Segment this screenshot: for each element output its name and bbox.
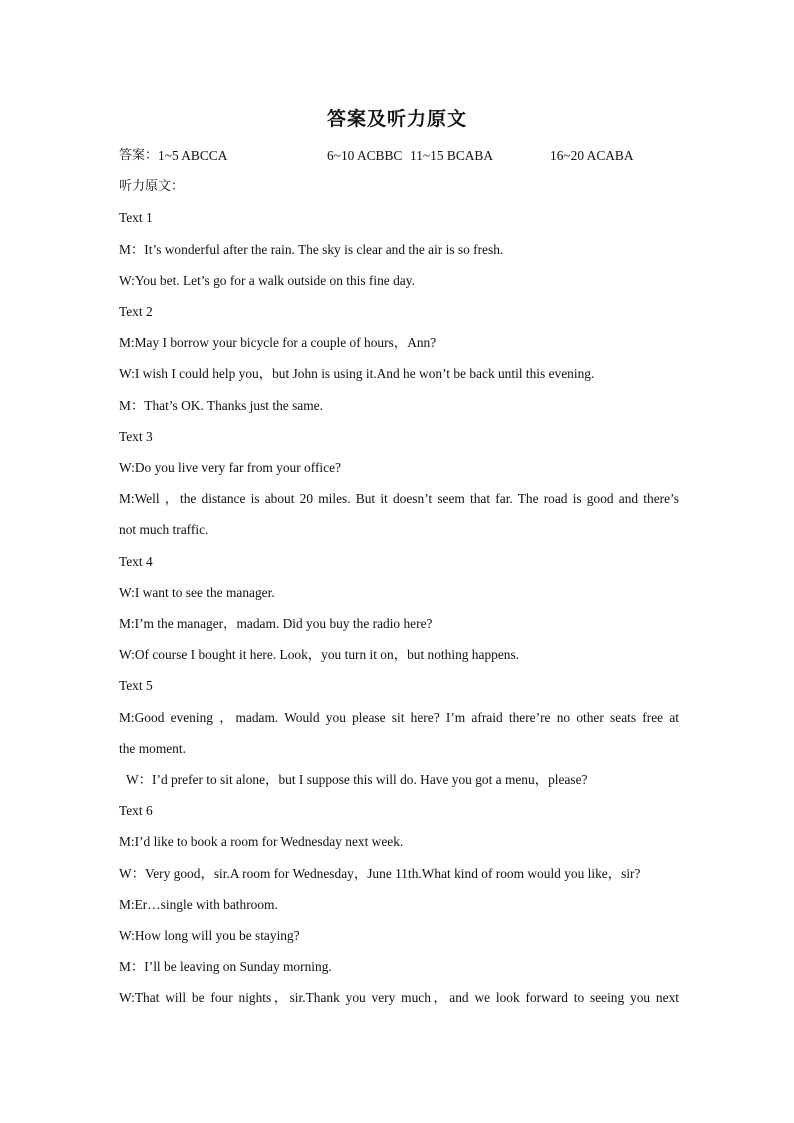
dialogue-line: W:Of course I bought it here. Look，you turn it on，but nothing happens. <box>119 647 520 663</box>
dialogue-line: M：I’ll be leaving on Sunday morning. <box>119 959 332 975</box>
text-heading-3: Text 3 <box>119 428 153 444</box>
answer-group-6-10: 6~10 ACBBC <box>327 148 403 163</box>
answer-key-label: 答案： <box>119 148 159 163</box>
dialogue-line-continued: not much traffic. <box>119 522 209 538</box>
dialogue-line: W:I wish I could help you，but John is using it.And he won’t be back until this evening. <box>119 366 595 382</box>
answer-group-16-20: 16~20 ACABA <box>550 148 634 163</box>
text-heading-4: Text 4 <box>119 553 153 569</box>
dialogue-line: W:I want to see the manager. <box>119 584 275 600</box>
dialogue-line: M:Er…single with bathroom. <box>119 896 278 912</box>
text-heading-6: Text 6 <box>119 803 153 819</box>
text-heading-5: Text 5 <box>119 678 153 694</box>
dialogue-line: W:You bet. Let’s go for a walk outside on this fine day. <box>119 272 415 288</box>
dialogue-line: W:That will be four nights，sir.Thank you very much，and we look forward to seeing you next <box>119 990 679 1006</box>
answer-group-1-5: 1~5 ABCCA <box>158 148 228 163</box>
answer-key-line <box>119 140 679 171</box>
page-title: 答案及听力原文 <box>326 108 467 130</box>
answer-group-11-15: 11~15 BCABA <box>410 148 494 163</box>
dialogue-line: M：That’s OK. Thanks just the same. <box>119 397 323 413</box>
dialogue-line: W:Do you live very far from your office? <box>119 460 341 476</box>
dialogue-line: W：I’d prefer to sit alone，but I suppose this will do. Have you got a menu，please? <box>126 772 588 788</box>
dialogue-line: M:I’m the manager，madam. Did you buy the radio here? <box>119 616 433 632</box>
dialogue-line: W:How long will you be staying? <box>119 928 300 944</box>
dialogue-line: M：It’s wonderful after the rain. The sky is clear and the air is so fresh. <box>119 241 504 257</box>
dialogue-line-continued: the moment. <box>119 740 186 756</box>
dialogue-line: M:May I borrow your bicycle for a couple of hours，Ann? <box>119 335 437 351</box>
dialogue-line: M:I’d like to book a room for Wednesday next week. <box>119 834 404 850</box>
dialogue-line: M:Good evening ，madam. Would you please sit here? I’m afraid there’re no other seats free at <box>119 709 679 725</box>
text-heading-1: Text 1 <box>119 210 153 226</box>
text-heading-2: Text 2 <box>119 304 153 320</box>
dialogue-line: M:Well ，the distance is about 20 miles. But it doesn’t seem that far. The road is good and there’s <box>119 491 679 507</box>
dialogue-line: W：Very good，sir.A room for Wednesday，June 11th.What kind of room would you like，sir? <box>119 865 641 881</box>
transcript-label: 听力原文： <box>119 179 185 195</box>
document-body <box>119 140 679 1014</box>
